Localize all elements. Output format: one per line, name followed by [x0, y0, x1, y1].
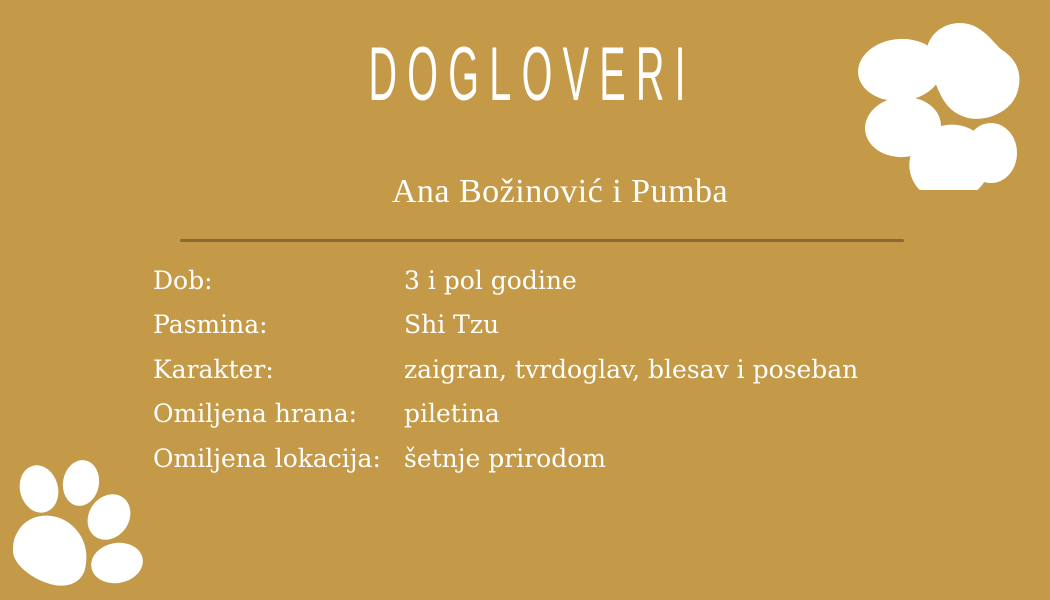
- info-label: Omiljena hrana:: [153, 399, 358, 429]
- info-value: šetnje prirodom: [404, 443, 606, 473]
- info-row-age: [153, 258, 858, 303]
- info-row-character: [153, 347, 858, 392]
- info-label: Omiljena lokacija:: [153, 443, 381, 473]
- info-value: piletina: [404, 399, 500, 429]
- info-value: Shi Tzu: [404, 310, 500, 340]
- info-label: Karakter:: [153, 354, 274, 384]
- divider: [180, 239, 904, 242]
- paw-print-icon: [850, 15, 1030, 190]
- paw-print-icon: [5, 455, 145, 595]
- info-value: zaigran, tvrdoglav, blesav i poseban: [404, 354, 859, 384]
- info-label: Dob:: [153, 265, 213, 295]
- info-value: 3 i pol godine: [404, 265, 577, 295]
- info-label: Pasmina:: [153, 310, 268, 340]
- info-row-breed: [153, 303, 858, 348]
- info-row-favorite-food: [153, 392, 858, 437]
- page-title: DOGLOVERI: [368, 32, 696, 117]
- dog-info-list: [153, 258, 858, 481]
- owner-and-dog-name: Ana Božinović i Pumba: [391, 173, 729, 210]
- info-row-favorite-location: [153, 436, 858, 481]
